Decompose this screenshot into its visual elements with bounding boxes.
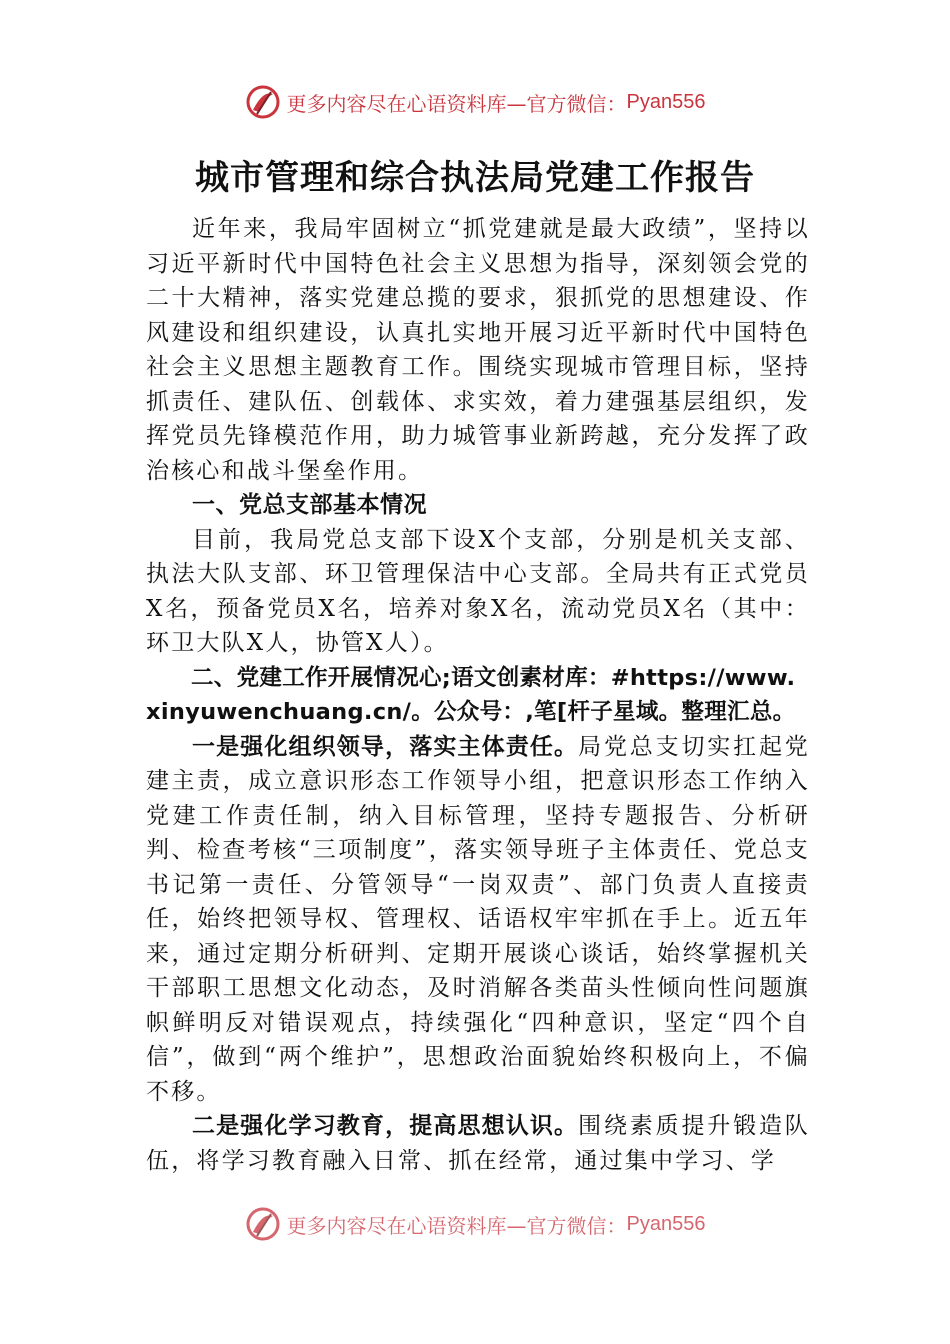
section-2-heading: 二、党建工作开展情况心;语文创素材库：#https://www.xinyuwenchuang.cn/。公众号：,笔[杆子星域。整理汇总。 [146,664,796,725]
watermark-banner-bottom [0,1204,950,1244]
item-2-paragraph [146,1109,810,1178]
watermark-handle: Pyan556 [626,1212,706,1235]
item-2-text: 围绕素质提升锻造队伍，将学习教育融入日常、抓在经常，通过集中学习、学 [146,1113,810,1174]
item-2-lead: 二是强化学习教育，提高思想认识。 [192,1113,579,1139]
item-1-paragraph [146,730,810,1110]
logo-icon [245,1206,281,1242]
section-1-paragraph: 目前，我局党总支部下设X个支部，分别是机关支部、执法大队支部、环卫管理保洁中心支部。全局共有正式党员X名，预备党员X名，培养对象X名，流动党员X名（其中：环卫大队X人，协管X人）。 [146,526,810,656]
section-1-heading: 一、党总支部基本情况 [192,492,427,518]
watermark-handle: Pyan556 [626,90,706,113]
watermark-text: 更多内容尽在心语资料库—官方微信： [286,91,627,116]
item-1-lead: 一是强化组织领导，落实主体责任。 [192,733,579,760]
document-body [146,212,810,1178]
logo-icon [245,84,281,120]
watermark-text: 更多内容尽在心语资料库—官方微信： [286,1213,627,1238]
item-1-text: 局党总支切实扛起党建主责，成立意识形态工作领导小组，把意识形态工作纳入党建工作责任制，纳入目标管理，坚持专题报告、分析研判、检查考核“三项制度”，落实领导班子主体责任、党总支书记第一责任、分管领导“一岗双责”、部门负责人直接责任，始终把领导权、管理权、话语权牢牢抓在手上。近五年来，通过定期分析研判、定期开展谈心谈话，始终掌握机关干部职工思想文化动态，及时消解各类苗头性倾向性问题旗帜鲜明反对错误观点，持续强化“四种意识，坚定“四个自信”，做到“两个维护”，思想政治面貌始终积极向上，不偏不移。 [146,733,810,1105]
intro-paragraph: 近年来，我局牢固树立“抓党建就是最大政绩”，坚持以习近平新时代中国特色社会主义思想为指导，深刻领会党的二十大精神，落实党建总揽的要求，狠抓党的思想建设、作风建设和组织建设，认真扎实地开展习近平新时代中国特色社会主义思想主题教育工作。围绕实现城市管理目标，坚持抓责任、建队伍、创载体、求实效，着力建强基层组织，发挥党员先锋模范作用，助力城管事业新跨越，充分发挥了政治核心和战斗堡垒作用。 [146,216,810,484]
watermark-banner-top [0,82,950,122]
document-title: 城市管理和综合执法局党建工作报告 [195,158,755,198]
